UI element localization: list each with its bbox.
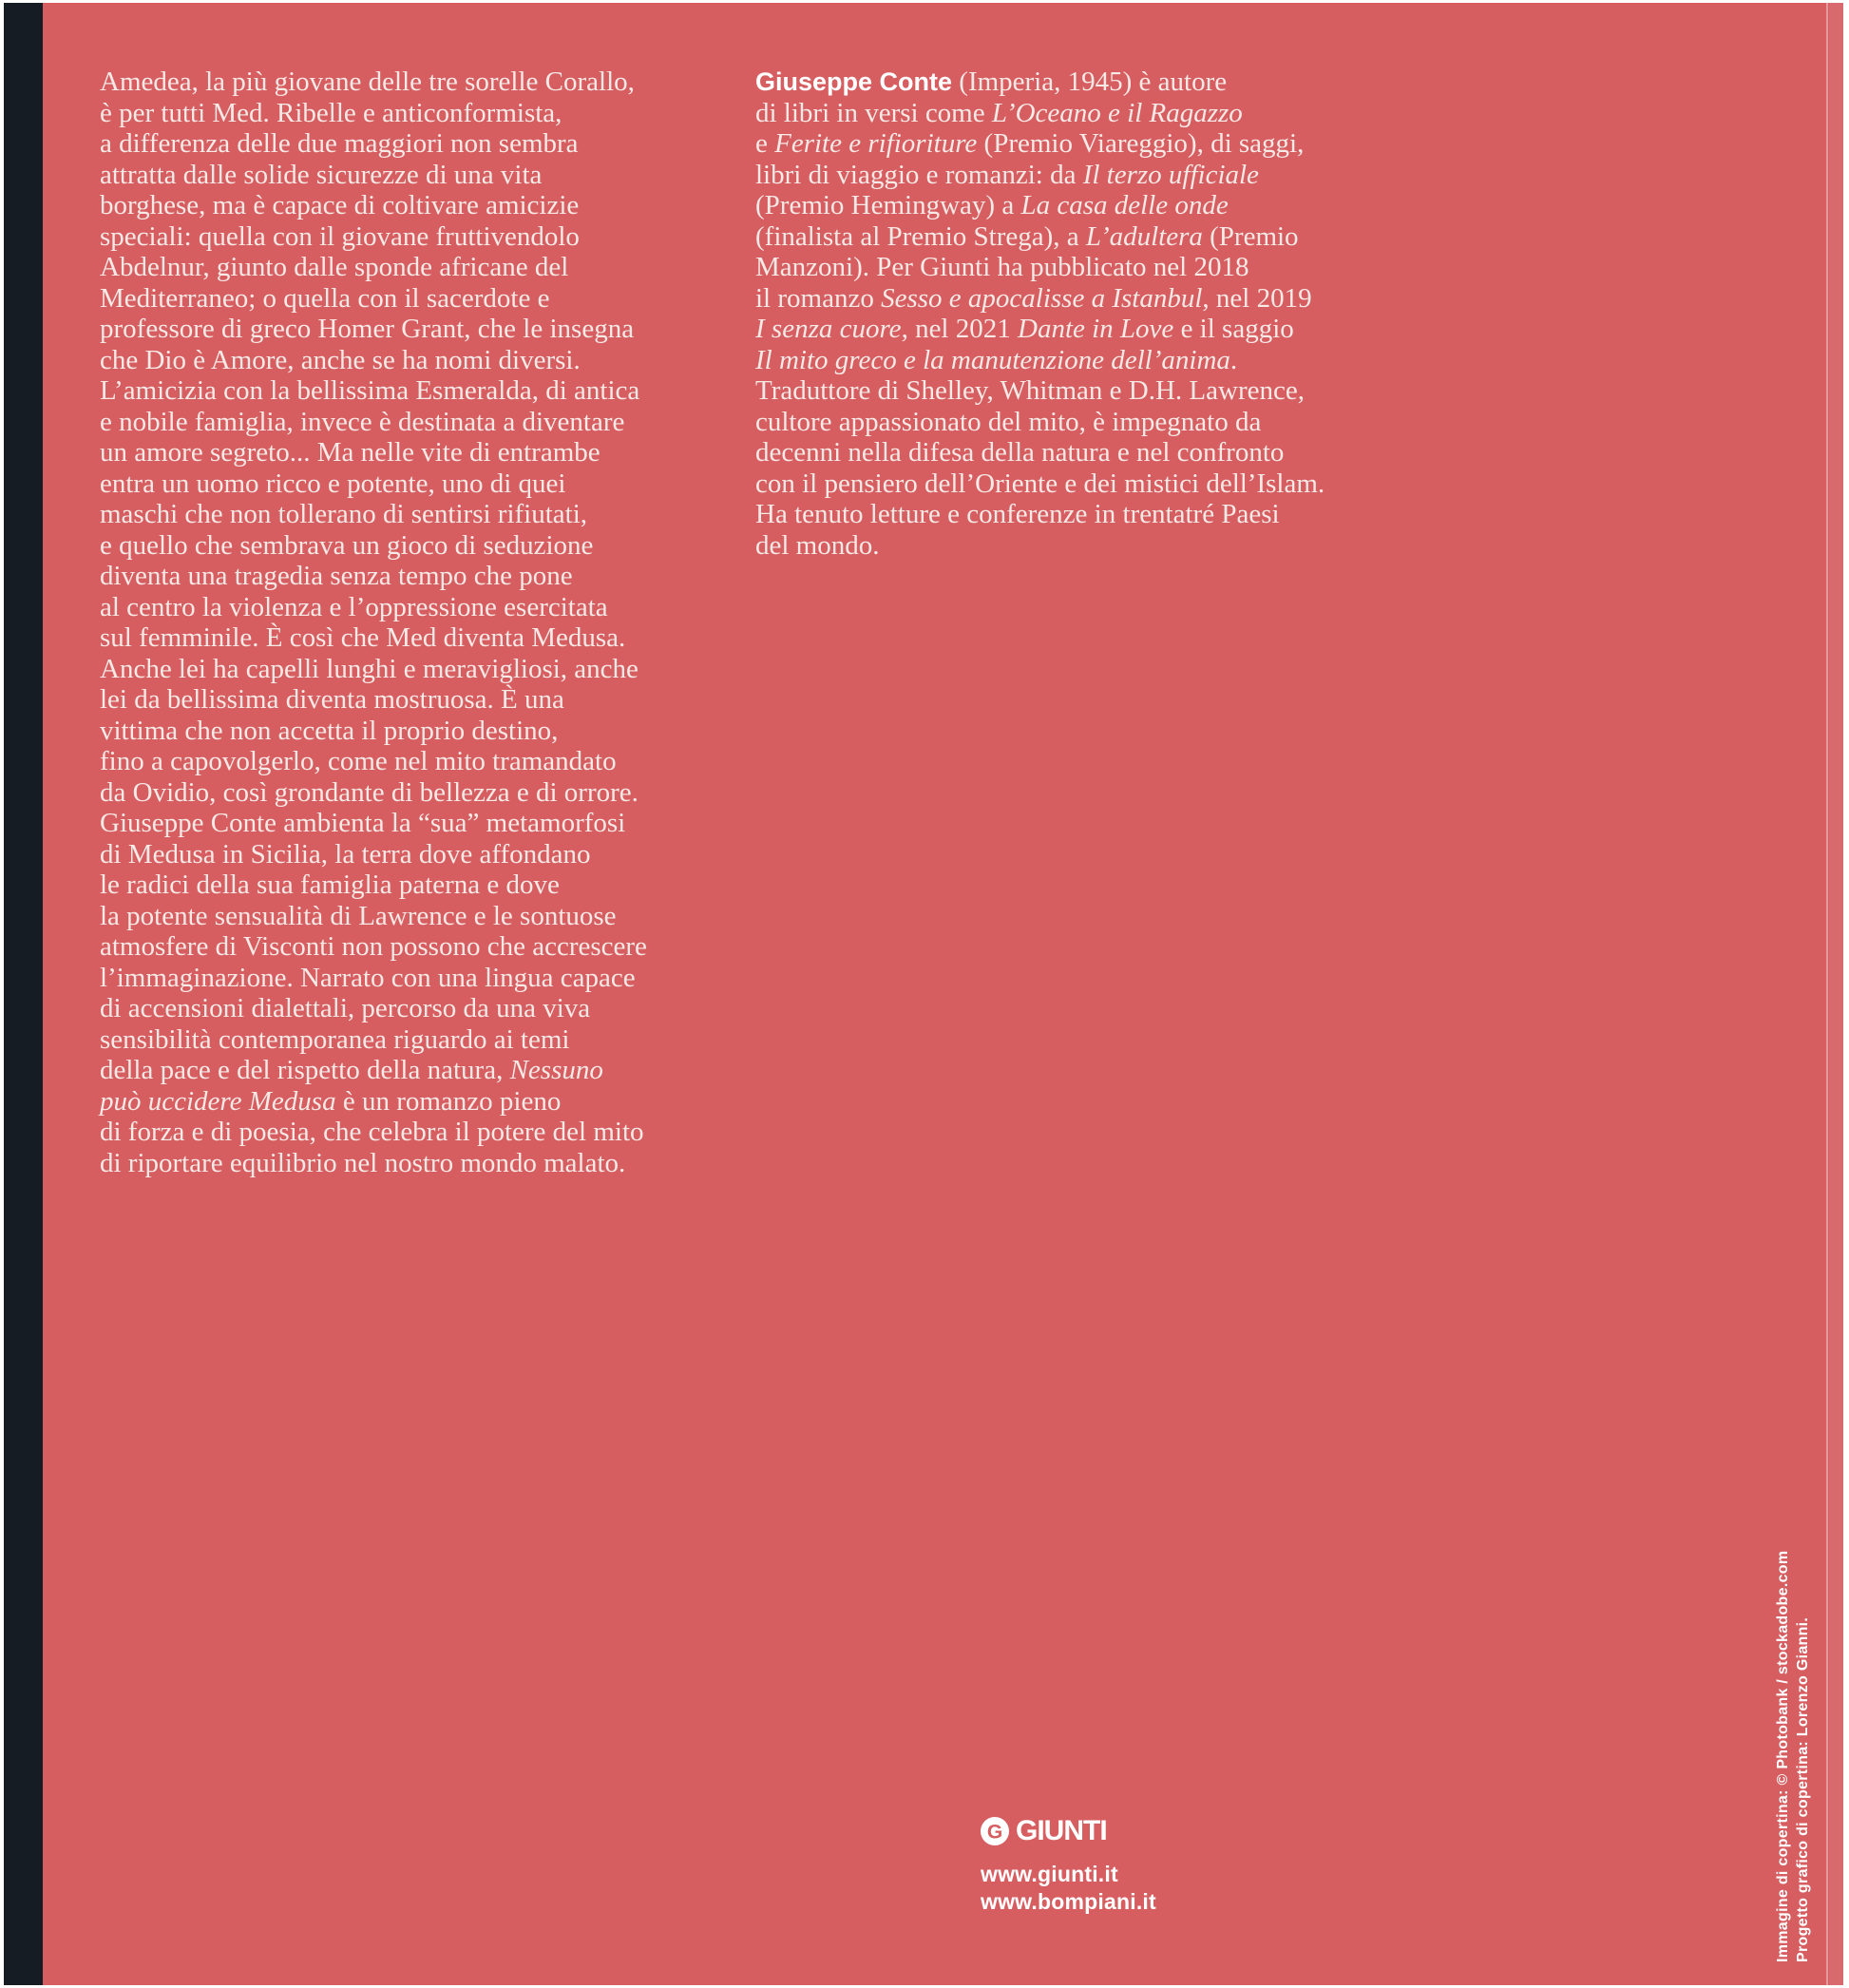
publisher-urls: [981, 1861, 1156, 1916]
text-line: Giuseppe Conte (Imperia, 1945) è autore: [755, 67, 1228, 97]
text-line: borghese, ma è capace di coltivare amicizie: [100, 190, 580, 220]
cover-image-credit: Immagine di copertina: © Photobank / stockadobe.com: [1775, 1550, 1791, 1962]
text-line: maschi che non tollerano di sentirsi rifiutati,: [100, 499, 588, 529]
text-line: può uccidere Medusa è un romanzo pieno: [100, 1085, 562, 1117]
svg-text:G: G: [986, 1821, 1003, 1844]
text-line: decenni nella difesa della natura e nel confronto: [755, 437, 1285, 468]
text-line: I senza cuore, nel 2021 Dante in Love e il saggio: [755, 314, 1294, 344]
text-line: da Ovidio, così grondante di bellezza e di orrore.: [100, 776, 639, 808]
text-line: di forza e di poesia, che celebra il potere del mito: [100, 1117, 644, 1147]
text-line: Abdelnur, giunto dalle sponde africane del: [100, 252, 569, 282]
text-line: di riportare equilibrio nel nostro mondo malato.: [100, 1147, 626, 1178]
text-line: con il pensiero dell’Oriente e dei mistici dell’Islam.: [755, 468, 1325, 499]
text-line: è per tutti Med. Ribelle e anticonformista,: [100, 97, 562, 128]
text-line: Ha tenuto letture e conferenze in trentatré Paesi: [755, 499, 1280, 529]
text-line: entra un uomo ricco e potente, uno di quei: [100, 468, 566, 499]
text-line: diventa una tragedia senza tempo che pone: [100, 561, 573, 591]
fold-line: [1826, 3, 1828, 1985]
text-line: della pace e del rispetto della natura, Nessuno: [100, 1055, 603, 1085]
synopsis-column: [100, 67, 647, 1178]
text-line: l’immaginazione. Narrato con una lingua capace: [100, 962, 636, 993]
fold-band: [1829, 3, 1843, 1985]
cover-design-credit: Progetto grafico di copertina: Lorenzo Gianni.: [1795, 1616, 1811, 1962]
text-line: di accensioni dialettali, percorso da una viva: [100, 993, 591, 1023]
text-line: vittima che non accetta il proprio destino,: [100, 715, 559, 746]
text-line: Manzoni). Per Giunti ha pubblicato nel 2018: [755, 252, 1249, 282]
text-line: Traduttore di Shelley, Whitman e D.H. Lawrence,: [755, 375, 1305, 406]
text-line: (Premio Hemingway) a La casa delle onde: [755, 190, 1229, 220]
text-line: Anche lei ha capelli lunghi e meravigliosi, anche: [100, 653, 639, 684]
text-line: un amore segreto... Ma nelle vite di entrambe: [100, 437, 600, 468]
text-line: lei da bellissima diventa mostruosa. È una: [100, 684, 564, 715]
text-line: e Ferite e rifioriture (Premio Viareggio), di saggi,: [755, 128, 1305, 159]
text-line: la potente sensualità di Lawrence e le sontuose: [100, 900, 617, 931]
publisher-brand: [981, 1817, 1156, 1845]
text-line: al centro la violenza e l’oppressione esercitata: [100, 591, 608, 622]
publisher-block: [981, 1817, 1156, 1916]
text-line: le radici della sua famiglia paterna e dove: [100, 870, 560, 900]
bompiani-url: www.bompiani.it: [981, 1889, 1156, 1914]
text-line: Il mito greco e la manutenzione dell’anima.: [755, 344, 1238, 375]
text-line: atmosfere di Visconti non possono che accrescere: [100, 931, 647, 962]
text-line: di Medusa in Sicilia, la terra dove affondano: [100, 838, 591, 870]
text-line: fino a capovolgerlo, come nel mito tramandato: [100, 746, 617, 776]
text-line: del mondo.: [755, 529, 880, 561]
text-line: a differenza delle due maggiori non sembra: [100, 128, 579, 159]
text-line: cultore appassionato del mito, è impegnato da: [755, 406, 1262, 437]
text-line: Giuseppe Conte ambienta la “sua” metamorfosi: [100, 808, 626, 838]
text-line: e quello che sembrava un gioco di seduzione: [100, 529, 594, 561]
text-line: professore di greco Homer Grant, che le insegna: [100, 314, 635, 344]
text-line: Amedea, la più giovane delle tre sorelle Corallo,: [100, 67, 635, 97]
text-line: Mediterraneo; o quella con il sacerdote e: [100, 282, 550, 314]
text-line: sul femminile. È così che Med diventa Medusa.: [100, 622, 626, 653]
text-line: sensibilità contemporanea riguardo ai temi: [100, 1023, 570, 1055]
text-line: L’amicizia con la bellissima Esmeralda, di antica: [100, 375, 640, 406]
giunti-url: www.giunti.it: [981, 1862, 1118, 1886]
text-line: speciali: quella con il giovane fruttivendolo: [100, 220, 580, 252]
text-line: il romanzo Sesso e apocalisse a Istanbul, nel 2019: [755, 282, 1312, 314]
text-line: (finalista al Premio Strega), a L’adultera (Premio: [755, 220, 1299, 252]
author-bio-column: [755, 67, 1325, 561]
spine-strip: [4, 3, 43, 1985]
text-line: e nobile famiglia, invece è destinata a diventare: [100, 406, 625, 437]
text-line: che Dio è Amore, anche se ha nomi diversi.: [100, 344, 581, 375]
text-line: attratta dalle solide sicurezze di una vita: [100, 159, 543, 190]
publisher-name: GIUNTI: [1016, 1815, 1107, 1846]
giunti-logo-icon: [981, 1817, 1009, 1845]
text-line: di libri in versi come L’Oceano e il Ragazzo: [755, 97, 1243, 128]
cover-credits: [1773, 1551, 1813, 1962]
text-line: libri di viaggio e romanzi: da Il terzo ufficiale: [755, 159, 1259, 190]
